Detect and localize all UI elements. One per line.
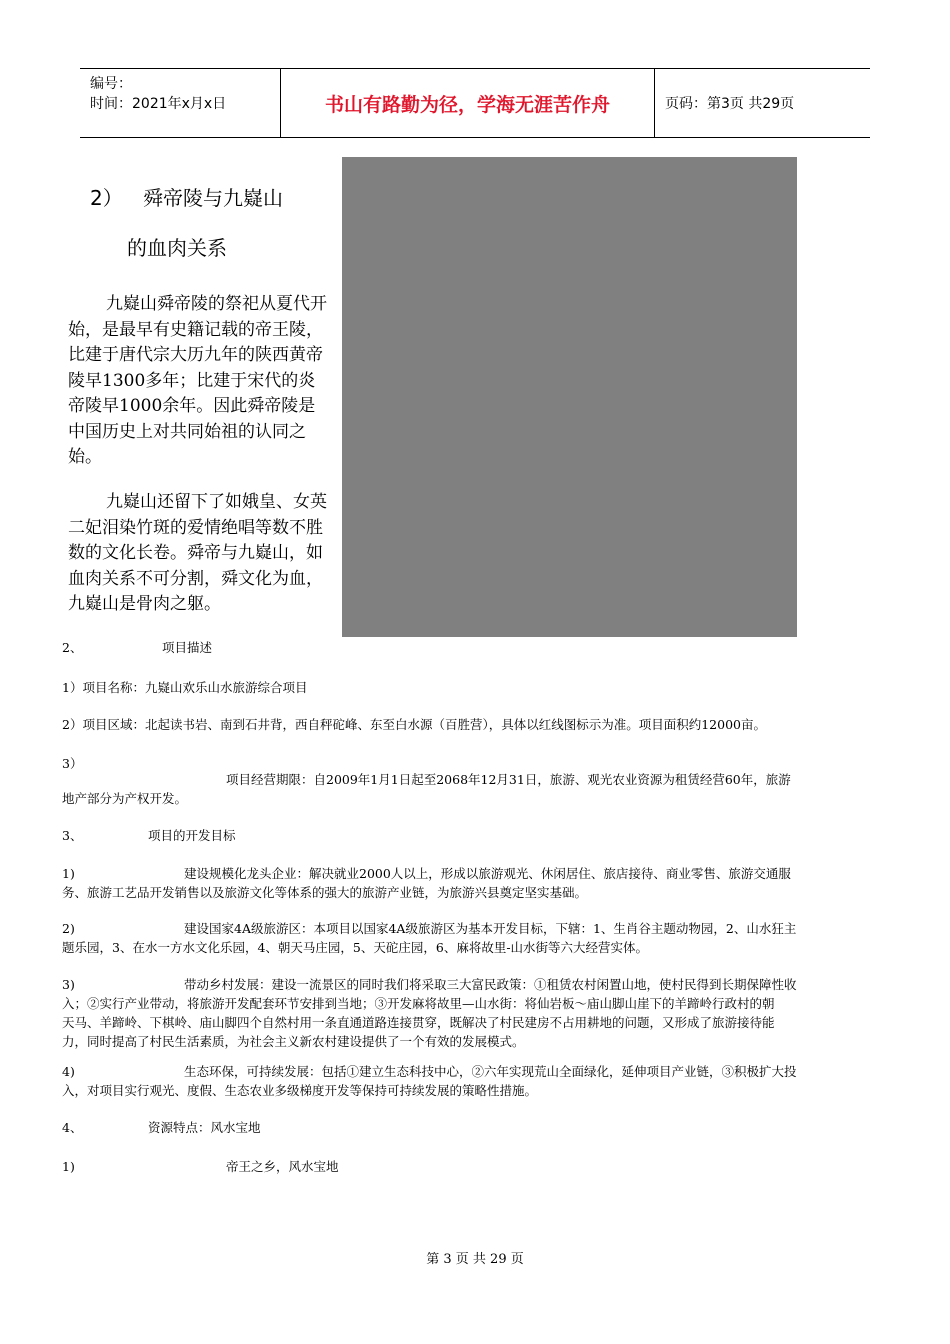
paragraph-2: 九嶷山还留下了如娥皇、女英二妃泪染竹斑的爱情绝唱等数不胜数的文化长卷。舜帝与九嶷山，如血肉关系不可分割，舜文化为血，九嶷山是骨肉之躯。	[68, 492, 327, 614]
goal-1-number: 1)	[62, 866, 75, 881]
goal-2-number: 2)	[62, 921, 75, 936]
section-heading-line2: 的血肉关系	[127, 236, 227, 260]
goal-3-line3: 天马、羊蹄岭、下棋岭、庙山脚四个自然村用一条直通道路连接贯穿，既解决了村民建房不占用耕地的问题，又形成了旅游接待能	[62, 1015, 775, 1030]
paragraph-1: 九嶷山舜帝陵的祭祀从夏代开始，是最早有史籍记载的帝王陵，比建于唐代宗大历九年的陕西黄帝陵早1300多年；比建于宋代的炎帝陵早1000余年。因此舜帝陵是中国历史上对共同始祖的认同之始。	[68, 294, 327, 467]
goal-2-line1: 建设国家4A级旅游区：本项目以国家4A级旅游区为基本开发目标，下辖：1、生肖谷主题动物园，2、山水狂主	[184, 921, 797, 936]
resource-1-text: 帝王之乡，风水宝地	[226, 1159, 339, 1174]
goal-3-line1: 带动乡村发展：建设一流景区的同时我们将采取三大富民政策：①租赁农村闲置山地，使村民得到长期保障性收	[184, 977, 797, 992]
page-footer: 第 3 页 共 29 页	[426, 1252, 524, 1267]
code-label: 编号：	[90, 76, 132, 92]
goal-3-line2: 入；②实行产业带动，将旅游开发配套环节安排到当地；③开发麻将故里—山水街：将仙岩板～庙山脚山崖下的羊蹄岭行政村的朝	[62, 996, 775, 1011]
s3-number: 3、	[62, 828, 83, 843]
item-3-line2: 地产部分为产权开发。	[62, 791, 188, 806]
goal-3-line4: 力，同时提高了村民生活素质，为社会主义新农村建设提供了一个有效的发展模式。	[62, 1034, 525, 1049]
page-info: 页码：第3页 共29页	[665, 96, 795, 112]
s4-title: 资源特点：风水宝地	[148, 1120, 261, 1135]
goal-4-line1: 生态环保，可持续发展：包括①建立生态科技中心，②六年实现荒山全面绿化，延伸项目产业链，③积极扩大投	[184, 1064, 797, 1079]
item-3-number: 3）	[62, 756, 83, 771]
item-1: 1）项目名称：九嶷山欢乐山水旅游综合项目	[62, 680, 308, 695]
goal-1-line2: 务、旅游工艺品开发销售以及旅游文化等体系的强大的旅游产业链，为旅游兴县奠定坚实基础。	[62, 885, 588, 900]
item-3-line1: 项目经营期限：自2009年1月1日起至2068年12月31日，旅游、观光农业资源为租赁经营60年，旅游	[226, 772, 791, 787]
goal-4-line2: 入，对项目实行观光、度假、生态农业多级梯度开发等保持可持续发展的策略性措施。	[62, 1083, 538, 1098]
s2-number: 2、	[62, 640, 83, 655]
goal-1-line1: 建设规模化龙头企业：解决就业2000人以上，形成以旅游观光、休闲居住、旅店接待、商业零售、旅游交通服	[184, 866, 791, 881]
time-label: 时间：2021年x月x日	[90, 96, 227, 112]
goal-4-number: 4)	[62, 1064, 75, 1079]
goal-3-number: 3)	[62, 977, 75, 992]
section-heading-number: 2）	[90, 186, 123, 210]
image-placeholder	[342, 157, 797, 637]
s3-title: 项目的开发目标	[148, 828, 236, 843]
goal-2-line2: 题乐园，3、在水一方水文化乐园，4、朝天马庄园，5、天砣庄园，6、麻将故里-山水街等六大经营实体。	[62, 940, 649, 955]
item-2: 2）项目区域：北起读书岩、南到石井背，西自秤砣峰、东至白水源（百胜营），具体以红线图标示为准。项目面积约12000亩。	[62, 717, 766, 732]
s2-title: 项目描述	[162, 640, 213, 655]
section-heading-line1: 舜帝陵与九嶷山	[143, 186, 283, 210]
s4-number: 4、	[62, 1120, 83, 1135]
header-table	[80, 68, 870, 138]
header-meta-cell	[80, 69, 281, 137]
resource-1-number: 1)	[62, 1159, 75, 1174]
motto: 书山有路勤为径，学海无涯苦作舟	[281, 69, 655, 137]
